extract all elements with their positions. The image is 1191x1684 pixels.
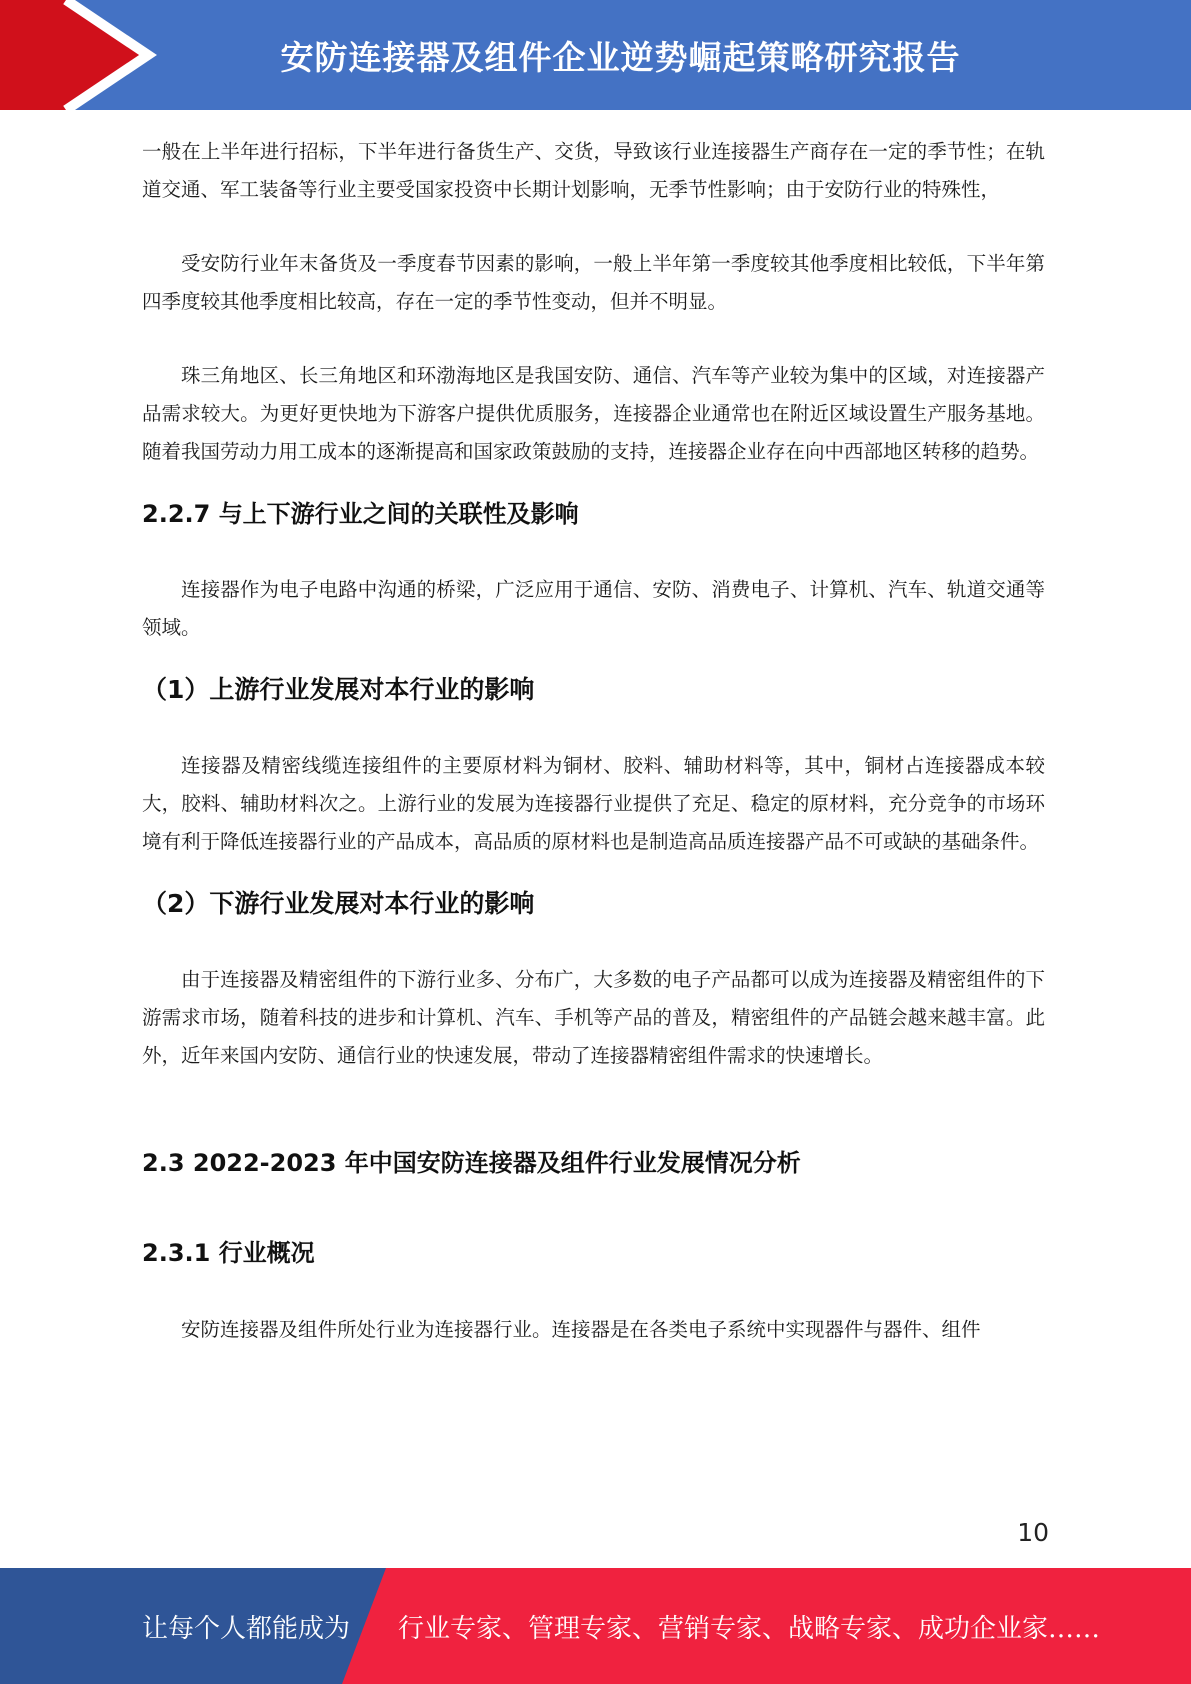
page-footer <box>0 1568 1191 1684</box>
heading-2-3: 2.3 2022-2023 年中国安防连接器及组件行业发展情况分析 <box>142 1149 801 1177</box>
footer-slogan-right: 行业专家、管理专家、营销专家、战略专家、成功企业家…… <box>398 1613 1101 1644</box>
paragraph-industry-overview: 安防连接器及组件所处行业为连接器行业。连接器是在各类电子系统中实现器件与器件、组件 <box>181 1318 981 1341</box>
report-title: 安防连接器及组件企业逆势崛起策略研究报告 <box>280 37 961 77</box>
page-number: 10 <box>1017 1518 1049 1547</box>
paragraph-regional: 珠三角地区、长三角地区和环渤海地区是我国安防、通信、汽车等产业较为集中的区域，对连接器产品需求较大。为更好更快地为下游客户提供优质服务，连接器企业通常也在附近区域设置生产服务基地。随着我国劳动力用工成本的逐渐提高和国家政策鼓励的支持，连接器企业存在向中西部地区转移的趋势。 <box>142 364 1045 463</box>
heading-downstream: （2）下游行业发展对本行业的影响 <box>142 889 535 918</box>
paragraph-connector-bridge: 连接器作为电子电路中沟通的桥梁，广泛应用于通信、安防、消费电子、计算机、汽车、轨道交通等领域。 <box>142 578 1045 639</box>
heading-upstream: （1）上游行业发展对本行业的影响 <box>142 675 535 704</box>
paragraph-upstream: 连接器及精密线缆连接组件的主要原材料为铜材、胶料、辅助材料等，其中，铜材占连接器成本较大，胶料、辅助材料次之。上游行业的发展为连接器行业提供了充足、稳定的原材料，充分竞争的市场环境有利于降低连接器行业的产品成本，高品质的原材料也是制造高品质连接器产品不可或缺的基础条件。 <box>142 754 1045 853</box>
heading-2-2-7: 2.2.7 与上下游行业之间的关联性及影响 <box>142 500 579 528</box>
heading-2-3-1: 2.3.1 行业概况 <box>142 1239 315 1267</box>
document-body <box>142 133 1045 1349</box>
paragraph-downstream: 由于连接器及精密组件的下游行业多、分布广，大多数的电子产品都可以成为连接器及精密组件的下游需求市场，随着科技的进步和计算机、汽车、手机等产品的普及，精密组件的产品链会越来越丰富。此外，近年来国内安防、通信行业的快速发展，带动了连接器精密组件需求的快速增长。 <box>142 968 1045 1067</box>
paragraph-seasonality: 一般在上半年进行招标，下半年进行备货生产、交货，导致该行业连接器生产商存在一定的季节性；在轨道交通、军工装备等行业主要受国家投资中长期计划影响，无季节性影响；由于安防行业的特殊性， <box>142 140 1045 201</box>
footer-slogan-left: 让每个人都能成为 <box>142 1613 351 1644</box>
page-header <box>0 0 1191 110</box>
paragraph-security-season: 受安防行业年末备货及一季度春节因素的影响，一般上半年第一季度较其他季度相比较低，下半年第四季度较其他季度相比较高，存在一定的季节性变动，但并不明显。 <box>142 252 1045 313</box>
